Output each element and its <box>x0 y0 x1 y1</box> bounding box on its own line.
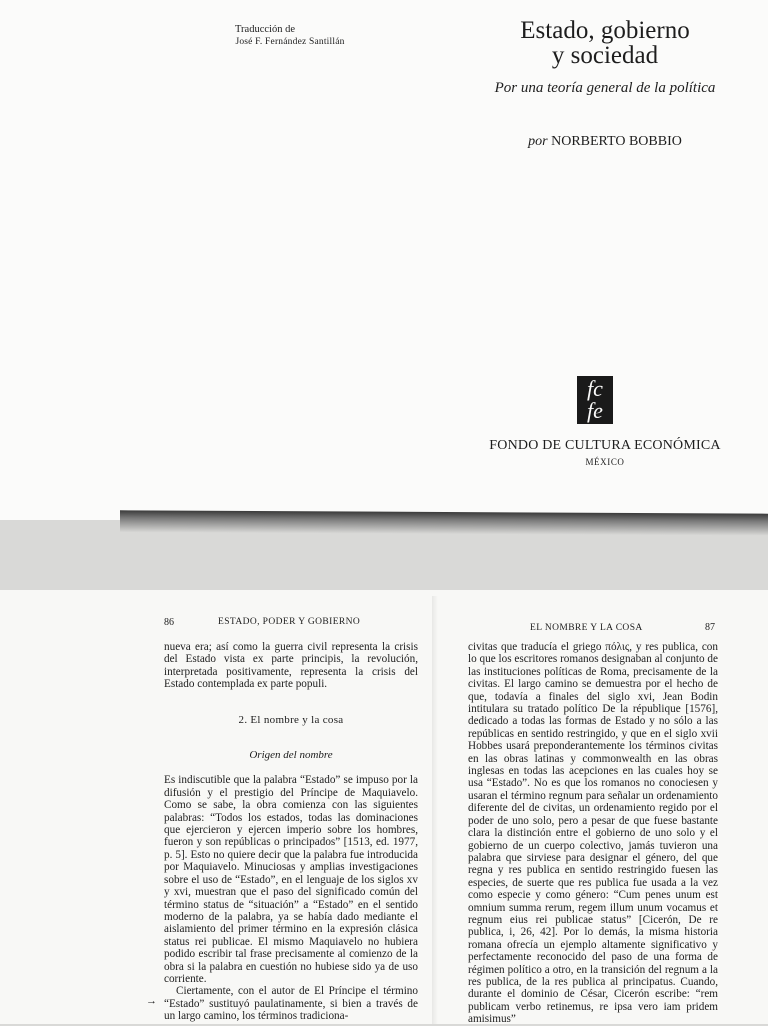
book-title-line-1: Estado, gobierno <box>520 17 690 44</box>
author-line <box>470 134 740 150</box>
book-title <box>470 18 740 68</box>
book-spine <box>432 596 438 1024</box>
publisher-city: MÉXICO <box>585 457 625 467</box>
body-paragraph-1: Es indiscutible que la palabra “Estado” se impuso por la difusión y el prestigio del Príncipe de Maquiavelo. Como se sabe, la obra comienza con las siguientes palabras: “Todos los estados, todas las dominaciones que ejercieron y ejercen imperio sobre los hombres, fueron y son repúblicas o principados” [1513, ed. 1977, p. 5]. Esto no quiere decir que la palabra fue introducida por Maquiavelo. Minuciosas y amplias investigaciones sobre el uso de “Estado”, en el lenguaje de los siglos xv y xvi, muestran que el paso del significado común del término status de “situación” a “Estado” en el sentido moderno de la palabra, ya se había dado mediante el aislamiento del primer término en la expresión clásica status rei publicae. El mismo Maquiavelo no hubiera podido escribir tal frase precisamente al comienzo de la obra si la palabra en cuestión no hubiese sido ya de uso corriente. <box>164 774 418 985</box>
section-heading: 2. El nombre y la cosa <box>238 713 344 726</box>
book-subtitle: Por una teoría general de la política <box>494 80 716 96</box>
page-fold-shadow <box>120 510 768 535</box>
publisher-logo-top: fc <box>587 376 603 401</box>
left-running-head: ESTADO, PODER Y GOBIERNO <box>218 617 361 627</box>
publisher-logo-icon <box>577 376 613 424</box>
opening-paragraph: nueva era; así como la guerra civil representa la crisis del Estado vista ex parte principis, la revolución, interpretada positivamente, representa la crisis del Estado contemplada ex parte populi. <box>164 641 418 691</box>
body-paragraph-2: Ciertamente, con el autor de El Príncipe el término “Estado” sustituyó paulatinamente, si bien a través de un largo camino, los términos tradiciona- <box>164 985 418 1023</box>
right-page-body <box>468 641 718 1026</box>
right-body-paragraph: civitas que traducía el griego πόλις, y res publica, con lo que los escritores romanos designaban al conjunto de las instituciones políticas de Roma, precisamente de la civitas. El largo camino se demuestra por el hecho de que, todavía a finales del siglo xvi, Jean Bodin intitulara su tratado político De la république [1576], dedicado a todas las formas de Estado y no sólo a las repúblicas en sentido restringido, y que en el siglo xvii Hobbes usará preponderantemente los términos civitas en las obras latinas y commonwealth en las obras inglesas en todas las acepciones en las cuales hoy se usa “Estado”. No es que los romanos no conociesen y usaran el término regnum para señalar un ordenamiento diferente del de civitas, un ordenamiento regido por el poder de uno solo, pero a pesar de que fuese bastante clara la distinción entre el gobierno de uno solo y el gobierno de un cuerpo colectivo, jamás tuvieron una palabra que sirviese para designar el género, del que regna y res publica en sentido restringido fuesen las especies, de suerte que res publica fue usada a la vez como especie y como género: “Cum penes unum est omnium summa rerum, regem illum unum vocamus et regnum eius rei publicae status” [Cicerón, De re publica, i, 26, 42]. Por lo demás, la misma historia romana ofrecía un ejemplo altamente significativo y perfectamente reconocido del paso de una forma de régimen político a otro, en la transición del regnum a la res publica, de la res publica al principatus. Cuando, durante el dominio de César, Cicerón escribe: “rem publicam verbo retinemus, re ipsa vero iam pridem amisimus” <box>468 641 718 1026</box>
subsection-heading: Origen del nombre <box>249 749 333 762</box>
translation-label: Traducción de <box>235 24 295 35</box>
author-name: NORBERTO BOBBIO <box>551 134 682 149</box>
publisher-logo-bottom: fe <box>587 398 603 423</box>
translator-name: José F. Fernández Santillán <box>235 37 345 47</box>
right-running-head: EL NOMBRE Y LA COSA <box>530 623 643 633</box>
right-page-number: 87 <box>705 622 715 633</box>
left-page-body <box>164 641 418 1023</box>
book-title-line-2: y sociedad <box>551 42 659 69</box>
left-page-number: 86 <box>164 617 174 628</box>
publisher-name: FONDO DE CULTURA ECONÓMICA <box>489 438 721 453</box>
author-prefix: por <box>528 134 548 149</box>
margin-arrow-mark: → <box>146 995 157 1007</box>
